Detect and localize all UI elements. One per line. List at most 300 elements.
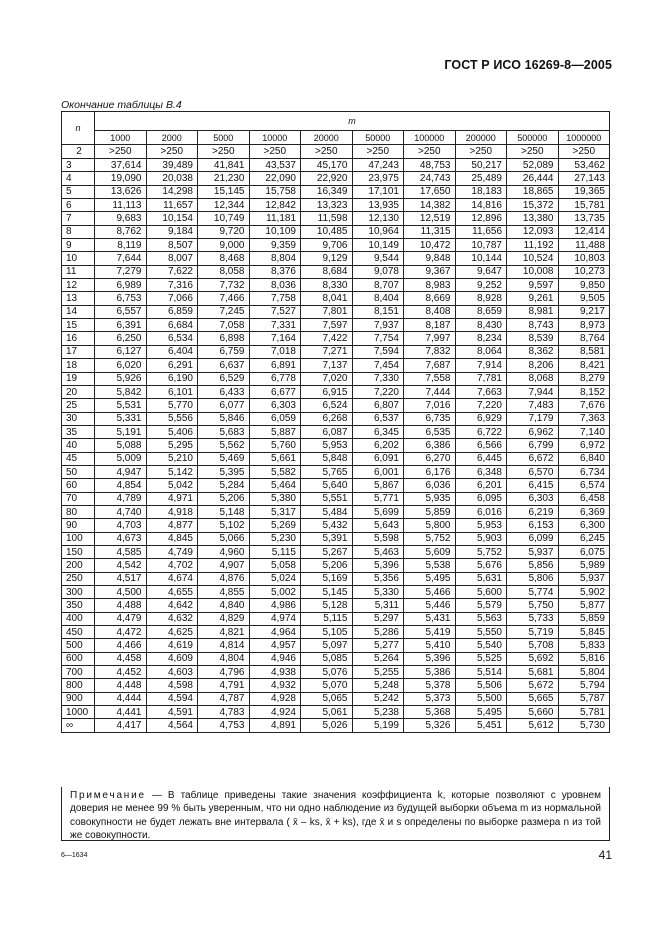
k-value-cell: 6,415 bbox=[507, 479, 559, 492]
k-value-cell: 5,612 bbox=[507, 719, 559, 732]
n-value-cell: 14 bbox=[62, 305, 95, 318]
k-value-cell: 5,514 bbox=[455, 666, 507, 679]
k-value-cell: 6,807 bbox=[352, 399, 404, 412]
k-value-cell: 7,594 bbox=[352, 345, 404, 358]
k-value-cell: 7,058 bbox=[198, 319, 250, 332]
k-value-cell: >250 bbox=[301, 145, 353, 159]
table-row bbox=[62, 586, 610, 599]
k-value-cell: 5,660 bbox=[507, 706, 559, 719]
k-value-cell: 9,848 bbox=[404, 252, 456, 265]
k-value-cell: 5,284 bbox=[198, 479, 250, 492]
k-value-cell: 11,598 bbox=[301, 212, 353, 225]
k-value-cell: 7,444 bbox=[404, 385, 456, 398]
k-value-cell: 5,856 bbox=[507, 559, 559, 572]
k-value-cell: 7,754 bbox=[352, 332, 404, 345]
k-value-cell: 5,903 bbox=[455, 532, 507, 545]
k-value-cell: 7,330 bbox=[352, 372, 404, 385]
n-value-cell: 30 bbox=[62, 412, 95, 425]
k-value-cell: 13,323 bbox=[301, 199, 353, 212]
k-value-cell: 7,597 bbox=[301, 319, 353, 332]
k-value-cell: 8,507 bbox=[146, 239, 198, 252]
k-value-cell: 4,840 bbox=[198, 599, 250, 612]
k-value-cell: 5,506 bbox=[455, 679, 507, 692]
k-value-cell: 5,953 bbox=[455, 519, 507, 532]
k-value-cell: 14,298 bbox=[146, 185, 198, 198]
table-row bbox=[62, 225, 610, 238]
k-value-cell: 6,059 bbox=[249, 412, 301, 425]
k-value-cell: 5,859 bbox=[558, 612, 610, 625]
k-value-cell: 4,564 bbox=[146, 719, 198, 732]
k-value-cell: 7,676 bbox=[558, 399, 610, 412]
k-value-cell: 6,077 bbox=[198, 399, 250, 412]
n-value-cell: 200 bbox=[62, 559, 95, 572]
k-value-cell: 5,391 bbox=[301, 532, 353, 545]
column-group-m: m bbox=[95, 112, 610, 131]
k-value-cell: 4,642 bbox=[146, 599, 198, 612]
k-value-cell: 6,250 bbox=[95, 332, 147, 345]
n-value-cell: 45 bbox=[62, 452, 95, 465]
table-row bbox=[62, 639, 610, 652]
k-value-cell: 8,804 bbox=[249, 252, 301, 265]
k-value-cell: 10,787 bbox=[455, 239, 507, 252]
n-value-cell: 5 bbox=[62, 185, 95, 198]
k-value-cell: 4,928 bbox=[249, 692, 301, 705]
k-value-cell: 4,740 bbox=[95, 505, 147, 518]
k-value-cell: 12,519 bbox=[404, 212, 456, 225]
k-value-cell: 5,330 bbox=[352, 586, 404, 599]
k-value-cell: 8,430 bbox=[455, 319, 507, 332]
k-value-cell: 8,036 bbox=[249, 279, 301, 292]
k-value-cell: 5,833 bbox=[558, 639, 610, 652]
k-value-cell: 37,614 bbox=[95, 159, 147, 172]
n-value-cell: 17 bbox=[62, 345, 95, 358]
k-value-cell: 7,758 bbox=[249, 292, 301, 305]
k-value-cell: 15,758 bbox=[249, 185, 301, 198]
k-value-cell: 27,143 bbox=[558, 172, 610, 185]
page-number: 41 bbox=[598, 848, 612, 862]
k-value-cell: 4,625 bbox=[146, 626, 198, 639]
k-value-cell: 4,947 bbox=[95, 465, 147, 478]
k-value-cell: 6,898 bbox=[198, 332, 250, 345]
k-value-cell: 5,692 bbox=[507, 652, 559, 665]
k-value-cell: 4,655 bbox=[146, 586, 198, 599]
k-value-cell: 15,781 bbox=[558, 199, 610, 212]
k-value-cell: 5,672 bbox=[507, 679, 559, 692]
k-value-cell: 7,422 bbox=[301, 332, 353, 345]
k-value-cell: 4,854 bbox=[95, 479, 147, 492]
n-value-cell: 500 bbox=[62, 639, 95, 652]
k-value-cell: 8,362 bbox=[507, 345, 559, 358]
k-value-cell: 5,373 bbox=[404, 692, 456, 705]
k-value-cell: 6,153 bbox=[507, 519, 559, 532]
k-value-cell: 4,591 bbox=[146, 706, 198, 719]
k-value-cell: 5,661 bbox=[249, 452, 301, 465]
k-value-cell: 9,544 bbox=[352, 252, 404, 265]
k-value-cell: 8,764 bbox=[558, 332, 610, 345]
k-value-cell: 13,626 bbox=[95, 185, 147, 198]
k-value-cell: 6,095 bbox=[455, 492, 507, 505]
k-value-cell: 5,380 bbox=[249, 492, 301, 505]
k-value-cell: 5,774 bbox=[507, 586, 559, 599]
table-row bbox=[62, 172, 610, 185]
k-value-cell: 4,783 bbox=[198, 706, 250, 719]
k-value-cell: 5,937 bbox=[507, 545, 559, 558]
k-value-cell: 6,127 bbox=[95, 345, 147, 358]
n-value-cell: 150 bbox=[62, 545, 95, 558]
k-value-cell: 7,732 bbox=[198, 279, 250, 292]
k-value-cell: 4,845 bbox=[146, 532, 198, 545]
k-value-cell: 5,640 bbox=[301, 479, 353, 492]
k-value-cell: 16,349 bbox=[301, 185, 353, 198]
k-value-cell: 4,448 bbox=[95, 679, 147, 692]
k-value-cell: 5,760 bbox=[249, 439, 301, 452]
k-value-cell: 8,058 bbox=[198, 265, 250, 278]
k-value-cell: 7,020 bbox=[301, 372, 353, 385]
k-value-cell: 4,964 bbox=[249, 626, 301, 639]
k-value-cell: 10,472 bbox=[404, 239, 456, 252]
k-value-cell: 8,187 bbox=[404, 319, 456, 332]
k-value-cell: 10,273 bbox=[558, 265, 610, 278]
k-value-cell: 5,733 bbox=[507, 612, 559, 625]
k-value-cell: 4,500 bbox=[95, 586, 147, 599]
k-value-cell: 7,279 bbox=[95, 265, 147, 278]
k-value-cell: 4,488 bbox=[95, 599, 147, 612]
table-row bbox=[62, 612, 610, 625]
k-value-cell: 4,417 bbox=[95, 719, 147, 732]
k-value-cell: 10,803 bbox=[558, 252, 610, 265]
table-row bbox=[62, 626, 610, 639]
k-value-cell: 5,525 bbox=[455, 652, 507, 665]
coefficient-table bbox=[61, 111, 610, 733]
k-value-cell: 5,199 bbox=[352, 719, 404, 732]
table-row bbox=[62, 505, 610, 518]
k-value-cell: 7,663 bbox=[455, 385, 507, 398]
k-value-cell: 11,315 bbox=[404, 225, 456, 238]
k-value-cell: >250 bbox=[146, 145, 198, 159]
k-value-cell: 6,291 bbox=[146, 359, 198, 372]
k-value-cell: 9,683 bbox=[95, 212, 147, 225]
k-value-cell: 5,665 bbox=[507, 692, 559, 705]
k-value-cell: 23,975 bbox=[352, 172, 404, 185]
table-row bbox=[62, 385, 610, 398]
k-value-cell: 4,986 bbox=[249, 599, 301, 612]
k-value-cell: 5,683 bbox=[198, 425, 250, 438]
n-value-cell: 15 bbox=[62, 319, 95, 332]
k-value-cell: 5,076 bbox=[301, 666, 353, 679]
k-value-cell: 5,800 bbox=[404, 519, 456, 532]
k-value-cell: 5,699 bbox=[352, 505, 404, 518]
k-value-cell: 6,537 bbox=[352, 412, 404, 425]
k-value-cell: 7,454 bbox=[352, 359, 404, 372]
k-value-cell: >250 bbox=[455, 145, 507, 159]
k-value-cell: 8,659 bbox=[455, 305, 507, 318]
k-value-cell: 6,962 bbox=[507, 425, 559, 438]
k-value-cell: 5,419 bbox=[404, 626, 456, 639]
k-value-cell: 4,609 bbox=[146, 652, 198, 665]
k-value-cell: 5,469 bbox=[198, 452, 250, 465]
k-value-cell: 12,344 bbox=[198, 199, 250, 212]
table-row bbox=[62, 706, 610, 719]
table-row bbox=[62, 305, 610, 318]
k-value-cell: 7,220 bbox=[455, 399, 507, 412]
k-value-cell: 8,119 bbox=[95, 239, 147, 252]
n-value-cell: 4 bbox=[62, 172, 95, 185]
k-value-cell: 8,279 bbox=[558, 372, 610, 385]
k-value-cell: 5,410 bbox=[404, 639, 456, 652]
n-value-cell: 25 bbox=[62, 399, 95, 412]
n-value-cell: 13 bbox=[62, 292, 95, 305]
k-value-cell: 4,598 bbox=[146, 679, 198, 692]
k-value-cell: 14,816 bbox=[455, 199, 507, 212]
k-value-cell: 4,938 bbox=[249, 666, 301, 679]
k-value-cell: 5,794 bbox=[558, 679, 610, 692]
k-value-cell: 6,075 bbox=[558, 545, 610, 558]
k-value-cell: 8,041 bbox=[301, 292, 353, 305]
table-row bbox=[62, 452, 610, 465]
k-value-cell: 13,380 bbox=[507, 212, 559, 225]
k-value-cell: 20,038 bbox=[146, 172, 198, 185]
k-value-cell: 5,770 bbox=[146, 399, 198, 412]
k-value-cell: 4,891 bbox=[249, 719, 301, 732]
k-value-cell: 5,563 bbox=[455, 612, 507, 625]
n-value-cell: 35 bbox=[62, 425, 95, 438]
k-value-cell: 5,846 bbox=[198, 412, 250, 425]
k-value-cell: 7,997 bbox=[404, 332, 456, 345]
k-value-cell: 5,579 bbox=[455, 599, 507, 612]
k-value-cell: 8,684 bbox=[301, 265, 353, 278]
k-value-cell: 6,929 bbox=[455, 412, 507, 425]
k-value-cell: 5,676 bbox=[455, 559, 507, 572]
table-row bbox=[62, 692, 610, 705]
row-header-n: n bbox=[62, 112, 95, 145]
k-value-cell: 4,971 bbox=[146, 492, 198, 505]
k-value-cell: >250 bbox=[404, 145, 456, 159]
k-value-cell: 43,537 bbox=[249, 159, 301, 172]
k-value-cell: 6,972 bbox=[558, 439, 610, 452]
k-value-cell: 6,458 bbox=[558, 492, 610, 505]
k-value-cell: 11,657 bbox=[146, 199, 198, 212]
k-value-cell: 5,432 bbox=[301, 519, 353, 532]
k-value-cell: 5,191 bbox=[95, 425, 147, 438]
table-row bbox=[62, 292, 610, 305]
k-value-cell: 5,765 bbox=[301, 465, 353, 478]
m-value-header: 1000000 bbox=[558, 131, 610, 145]
k-value-cell: >250 bbox=[507, 145, 559, 159]
k-value-cell: 6,989 bbox=[95, 279, 147, 292]
k-value-cell: 6,722 bbox=[455, 425, 507, 438]
k-value-cell: 12,130 bbox=[352, 212, 404, 225]
k-value-cell: 5,752 bbox=[455, 545, 507, 558]
k-value-cell: 4,957 bbox=[249, 639, 301, 652]
k-value-cell: 10,749 bbox=[198, 212, 250, 225]
k-value-cell: 4,796 bbox=[198, 666, 250, 679]
k-value-cell: 5,148 bbox=[198, 505, 250, 518]
table-row bbox=[62, 199, 610, 212]
k-value-cell: 6,915 bbox=[301, 385, 353, 398]
k-value-cell: 5,169 bbox=[301, 572, 353, 585]
k-value-cell: 4,876 bbox=[198, 572, 250, 585]
k-value-cell: 6,759 bbox=[198, 345, 250, 358]
k-value-cell: 5,848 bbox=[301, 452, 353, 465]
table-row bbox=[62, 599, 610, 612]
table-row bbox=[62, 652, 610, 665]
n-value-cell: 60 bbox=[62, 479, 95, 492]
k-value-cell: 10,109 bbox=[249, 225, 301, 238]
n-value-cell: 90 bbox=[62, 519, 95, 532]
k-value-cell: 5,989 bbox=[558, 559, 610, 572]
k-value-cell: 6,348 bbox=[455, 465, 507, 478]
k-value-cell: 6,369 bbox=[558, 505, 610, 518]
k-value-cell: 26,444 bbox=[507, 172, 559, 185]
n-value-cell: 300 bbox=[62, 586, 95, 599]
k-value-cell: 6,202 bbox=[352, 439, 404, 452]
k-value-cell: 5,097 bbox=[301, 639, 353, 652]
k-value-cell: 9,217 bbox=[558, 305, 610, 318]
k-value-cell: 7,832 bbox=[404, 345, 456, 358]
k-value-cell: 4,674 bbox=[146, 572, 198, 585]
k-value-cell: 4,619 bbox=[146, 639, 198, 652]
k-value-cell: 8,064 bbox=[455, 345, 507, 358]
k-value-cell: 5,600 bbox=[455, 586, 507, 599]
k-value-cell: 6,245 bbox=[558, 532, 610, 545]
k-value-cell: 11,192 bbox=[507, 239, 559, 252]
k-value-cell: 9,129 bbox=[301, 252, 353, 265]
k-value-cell: 6,677 bbox=[249, 385, 301, 398]
note-text: — В таблице приведены такие значения коэффициента k, которые позволяют с уровнем доверия не менее 99 % быть уверенным, что ни одно наблюдение из будущей выборки объема m из нормальной совокупности не будет лежать вне интервала ( x̄ – ks, x̄ + ks), где x̄ и s определены по выборке размера n из той же совокупности. bbox=[70, 790, 601, 841]
k-value-cell: 9,000 bbox=[198, 239, 250, 252]
k-value-cell: 5,531 bbox=[95, 399, 147, 412]
k-value-cell: 9,505 bbox=[558, 292, 610, 305]
k-value-cell: 6,001 bbox=[352, 465, 404, 478]
table-row bbox=[62, 666, 610, 679]
k-value-cell: 7,271 bbox=[301, 345, 353, 358]
k-value-cell: 5,540 bbox=[455, 639, 507, 652]
k-value-cell: 4,960 bbox=[198, 545, 250, 558]
k-value-cell: 4,594 bbox=[146, 692, 198, 705]
k-value-cell: 6,404 bbox=[146, 345, 198, 358]
k-value-cell: 17,650 bbox=[404, 185, 456, 198]
k-value-cell: 12,093 bbox=[507, 225, 559, 238]
table-row bbox=[62, 332, 610, 345]
k-value-cell: 6,345 bbox=[352, 425, 404, 438]
m-value-header: 1000 bbox=[95, 131, 147, 145]
k-value-cell: 5,115 bbox=[301, 612, 353, 625]
k-value-cell: 21,230 bbox=[198, 172, 250, 185]
k-value-cell: 5,255 bbox=[352, 666, 404, 679]
k-value-cell: 7,944 bbox=[507, 385, 559, 398]
k-value-cell: 7,331 bbox=[249, 319, 301, 332]
table-row bbox=[62, 679, 610, 692]
k-value-cell: 4,946 bbox=[249, 652, 301, 665]
table-row bbox=[62, 319, 610, 332]
k-value-cell: 5,466 bbox=[404, 586, 456, 599]
k-value-cell: 5,556 bbox=[146, 412, 198, 425]
k-value-cell: 5,464 bbox=[249, 479, 301, 492]
k-value-cell: 6,840 bbox=[558, 452, 610, 465]
table-row bbox=[62, 412, 610, 425]
k-value-cell: 15,372 bbox=[507, 199, 559, 212]
table-row bbox=[62, 265, 610, 278]
k-value-cell: 5,859 bbox=[404, 505, 456, 518]
k-value-cell: 5,230 bbox=[249, 532, 301, 545]
k-value-cell: 8,421 bbox=[558, 359, 610, 372]
n-value-cell: 80 bbox=[62, 505, 95, 518]
n-value-cell: 600 bbox=[62, 652, 95, 665]
m-value-header: 20000 bbox=[301, 131, 353, 145]
k-value-cell: 5,145 bbox=[301, 586, 353, 599]
k-value-cell: 5,024 bbox=[249, 572, 301, 585]
k-value-cell: 4,444 bbox=[95, 692, 147, 705]
n-value-cell: 400 bbox=[62, 612, 95, 625]
table-row bbox=[62, 492, 610, 505]
table-row bbox=[62, 545, 610, 558]
k-value-cell: 5,806 bbox=[507, 572, 559, 585]
k-value-cell: 5,484 bbox=[301, 505, 353, 518]
m-value-header: 2000 bbox=[146, 131, 198, 145]
k-value-cell: 11,113 bbox=[95, 199, 147, 212]
k-value-cell: 5,730 bbox=[558, 719, 610, 732]
k-value-cell: 4,814 bbox=[198, 639, 250, 652]
k-value-cell: 9,359 bbox=[249, 239, 301, 252]
k-value-cell: 5,877 bbox=[558, 599, 610, 612]
k-value-cell: 5,643 bbox=[352, 519, 404, 532]
n-value-cell: 700 bbox=[62, 666, 95, 679]
k-value-cell: 5,311 bbox=[352, 599, 404, 612]
n-value-cell: 16 bbox=[62, 332, 95, 345]
table-row bbox=[62, 532, 610, 545]
k-value-cell: 6,566 bbox=[455, 439, 507, 452]
k-value-cell: 5,787 bbox=[558, 692, 610, 705]
k-value-cell: 5,317 bbox=[249, 505, 301, 518]
k-value-cell: 7,220 bbox=[352, 385, 404, 398]
k-value-cell: 7,937 bbox=[352, 319, 404, 332]
n-value-cell: 9 bbox=[62, 239, 95, 252]
k-value-cell: 5,495 bbox=[404, 572, 456, 585]
k-value-cell: 7,179 bbox=[507, 412, 559, 425]
k-value-cell: 24,743 bbox=[404, 172, 456, 185]
k-value-cell: 7,801 bbox=[301, 305, 353, 318]
k-value-cell: 5,248 bbox=[352, 679, 404, 692]
k-value-cell: 7,914 bbox=[455, 359, 507, 372]
table-row bbox=[62, 159, 610, 172]
k-value-cell: 6,734 bbox=[558, 465, 610, 478]
k-value-cell: 5,396 bbox=[404, 652, 456, 665]
k-value-cell: 12,842 bbox=[249, 199, 301, 212]
k-value-cell: 7,558 bbox=[404, 372, 456, 385]
k-value-cell: 5,356 bbox=[352, 572, 404, 585]
k-value-cell: 6,300 bbox=[558, 519, 610, 532]
k-value-cell: 8,151 bbox=[352, 305, 404, 318]
n-value-cell: 450 bbox=[62, 626, 95, 639]
k-value-cell: 5,804 bbox=[558, 666, 610, 679]
k-value-cell: 5,058 bbox=[249, 559, 301, 572]
n-value-cell: 350 bbox=[62, 599, 95, 612]
k-value-cell: 6,735 bbox=[404, 412, 456, 425]
k-value-cell: 5,500 bbox=[455, 692, 507, 705]
n-value-cell: 1000 bbox=[62, 706, 95, 719]
k-value-cell: 5,264 bbox=[352, 652, 404, 665]
k-value-cell: 5,026 bbox=[301, 719, 353, 732]
k-value-cell: 8,330 bbox=[301, 279, 353, 292]
k-value-cell: 4,632 bbox=[146, 612, 198, 625]
k-value-cell: 6,524 bbox=[301, 399, 353, 412]
k-value-cell: 4,703 bbox=[95, 519, 147, 532]
k-value-cell: 6,386 bbox=[404, 439, 456, 452]
k-value-cell: 5,451 bbox=[455, 719, 507, 732]
k-value-cell: 9,597 bbox=[507, 279, 559, 292]
k-value-cell: 8,669 bbox=[404, 292, 456, 305]
n-value-cell: 8 bbox=[62, 225, 95, 238]
